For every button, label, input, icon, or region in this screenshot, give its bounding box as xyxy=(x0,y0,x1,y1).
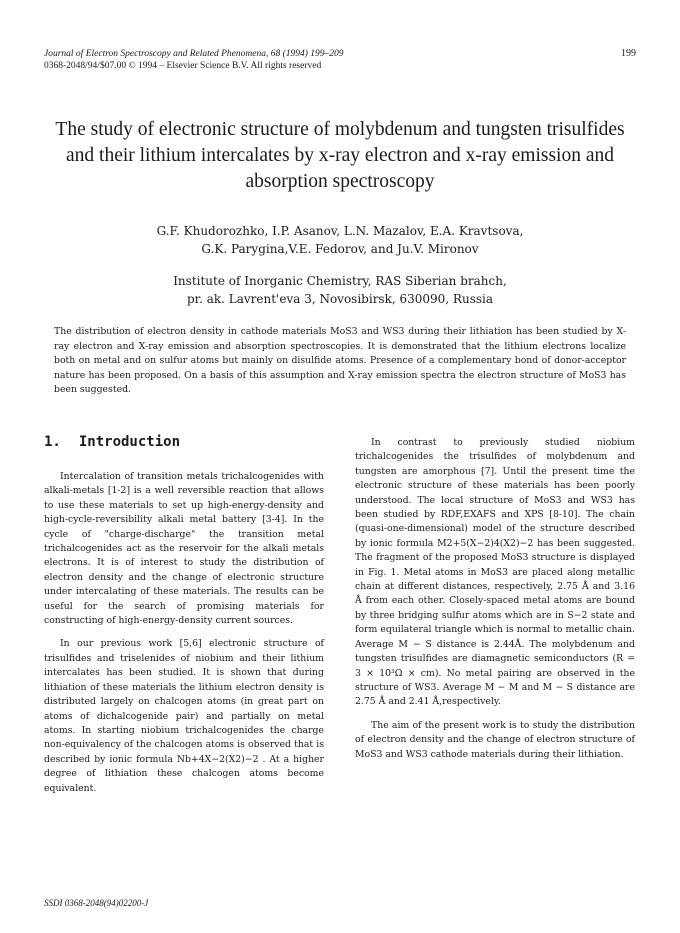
paper-title: The study of electronic structure of molybdenum and tungsten trisulfides and their lithium intercalates by x-ray electron and x-ray emission and absorption spectroscopy xyxy=(55,119,625,192)
affiliation xyxy=(40,272,640,308)
left-paragraph-1: Intercalation of transition metals trichalcogenides with alkali-metals [1-2] is a well reversible reaction that allows to use these materials to set up high-energy-density and high-cycle-reversibility alkali metal battery [3-4]. In the cycle of "charge-discharge" the transition metal trichalcogenides act as the reservoir for the alkali metals electrons. It is of interest to study the distribution of electron density and the change of electronic structure under intercalating of these materials. The results can be useful for the search of promising materials for constructing of high-energy-density current sources. xyxy=(44,471,324,627)
author-line-2: G.K. Parygina,V.E. Fedorov, and Ju.V. Mironov xyxy=(201,242,479,256)
right-paragraph-1: In contrast to previously studied niobium trichalcogenides the trisulfides of molybdenum and tungsten are amorphous [7]. Until the present time the electronic structure of these materials has been poorly understood. The local structure of MoS3 and WS3 has been studied by RDF,EXAFS and XPS [8-10]. The chain (quasi-one-dimensional) model of the structure described by ionic formula M2+5(X−2)4(X2)−2 has been suggested. The fragment of the proposed MoS3 structure is displayed in Fig. 1. Metal atoms in MoS3 are placed along metallic chain at different distances, respectively, 2.75 Å and 3.16 Å from each other. Closely-spaced metal atoms are bound by three bridging sulfur atoms which are in S−2 state and form equilateral triangle which is normal to metallic chain. Average M − S distance is 2.44Å. The molybdenum and tungsten trisulfides are diamagnetic semiconductors (R = 3 × 10³Ω × cm). No metal pairing are observed in the structure of WS3. Average M − M and M − S distance are 2.75 Å and 2.41 Å,respectively. xyxy=(355,437,635,708)
ssdi-footer: SSDI 0368-2048(94)02200-J xyxy=(44,898,149,908)
abstract: The distribution of electron density in cathode materials MoS3 and WS3 during their lithiation has been studied by X-ray electron and X-ray emission and absorption spectroscopies. It is demonstrated that the lithium electrons localize both on metal and on sulfur atoms but mainly on disulfide atoms. Presence of a complementary bond of donor-acceptor nature has been proposed. On a basis of this assumption and X-ray emission spectra the electron structure of MoS3 has been suggested. xyxy=(54,326,626,396)
affiliation-line-1: Institute of Inorganic Chemistry, RAS Siberian brahch, xyxy=(173,274,507,288)
issn-line: 0368-2048/94/$07.00 © 1994 – Elsevier Science B.V. All rights reserved xyxy=(44,61,322,71)
right-column xyxy=(355,436,635,771)
left-column xyxy=(44,432,324,805)
page-number: 199 xyxy=(621,48,636,59)
section-title: Introduction xyxy=(78,434,181,450)
left-paragraph-2: In our previous work [5,6] electronic structure of trisulfides and triselenides of niobium and their lithium intercalates has been studied. It is shown that during lithiation of these materials the lithium electron density is distributed largely on chalcogen atoms (in great part on atoms of dichalcogenide pair) and partially on metal atoms. In starting niobium trichalcogenides the charge non-equivalency of the chalcogen atoms is observed that is described by ionic formula Nb+4X−2(X2)−2 . At a higher degree of lithiation these chalcogen atoms become equivalent. xyxy=(44,638,324,794)
section-heading xyxy=(44,432,324,452)
journal-header xyxy=(44,48,636,72)
section-number: 1. xyxy=(44,434,61,450)
right-paragraph-2: The aim of the present work is to study the distribution of electron density and the change of electron structure of MoS3 and WS3 cathode materials during their lithiation. xyxy=(355,719,635,760)
journal-citation: Journal of Electron Spectroscopy and Related Phenomena, 68 (1994) 199–209 xyxy=(44,49,344,59)
affiliation-line-2: pr. ak. Lavrent'eva 3, Novosibirsk, 630090, Russia xyxy=(186,292,494,306)
author-line-1: G.F. Khudorozhko, I.P. Asanov, L.N. Mazalov, E.A. Kravtsova, xyxy=(156,224,524,238)
author-list xyxy=(40,222,640,258)
